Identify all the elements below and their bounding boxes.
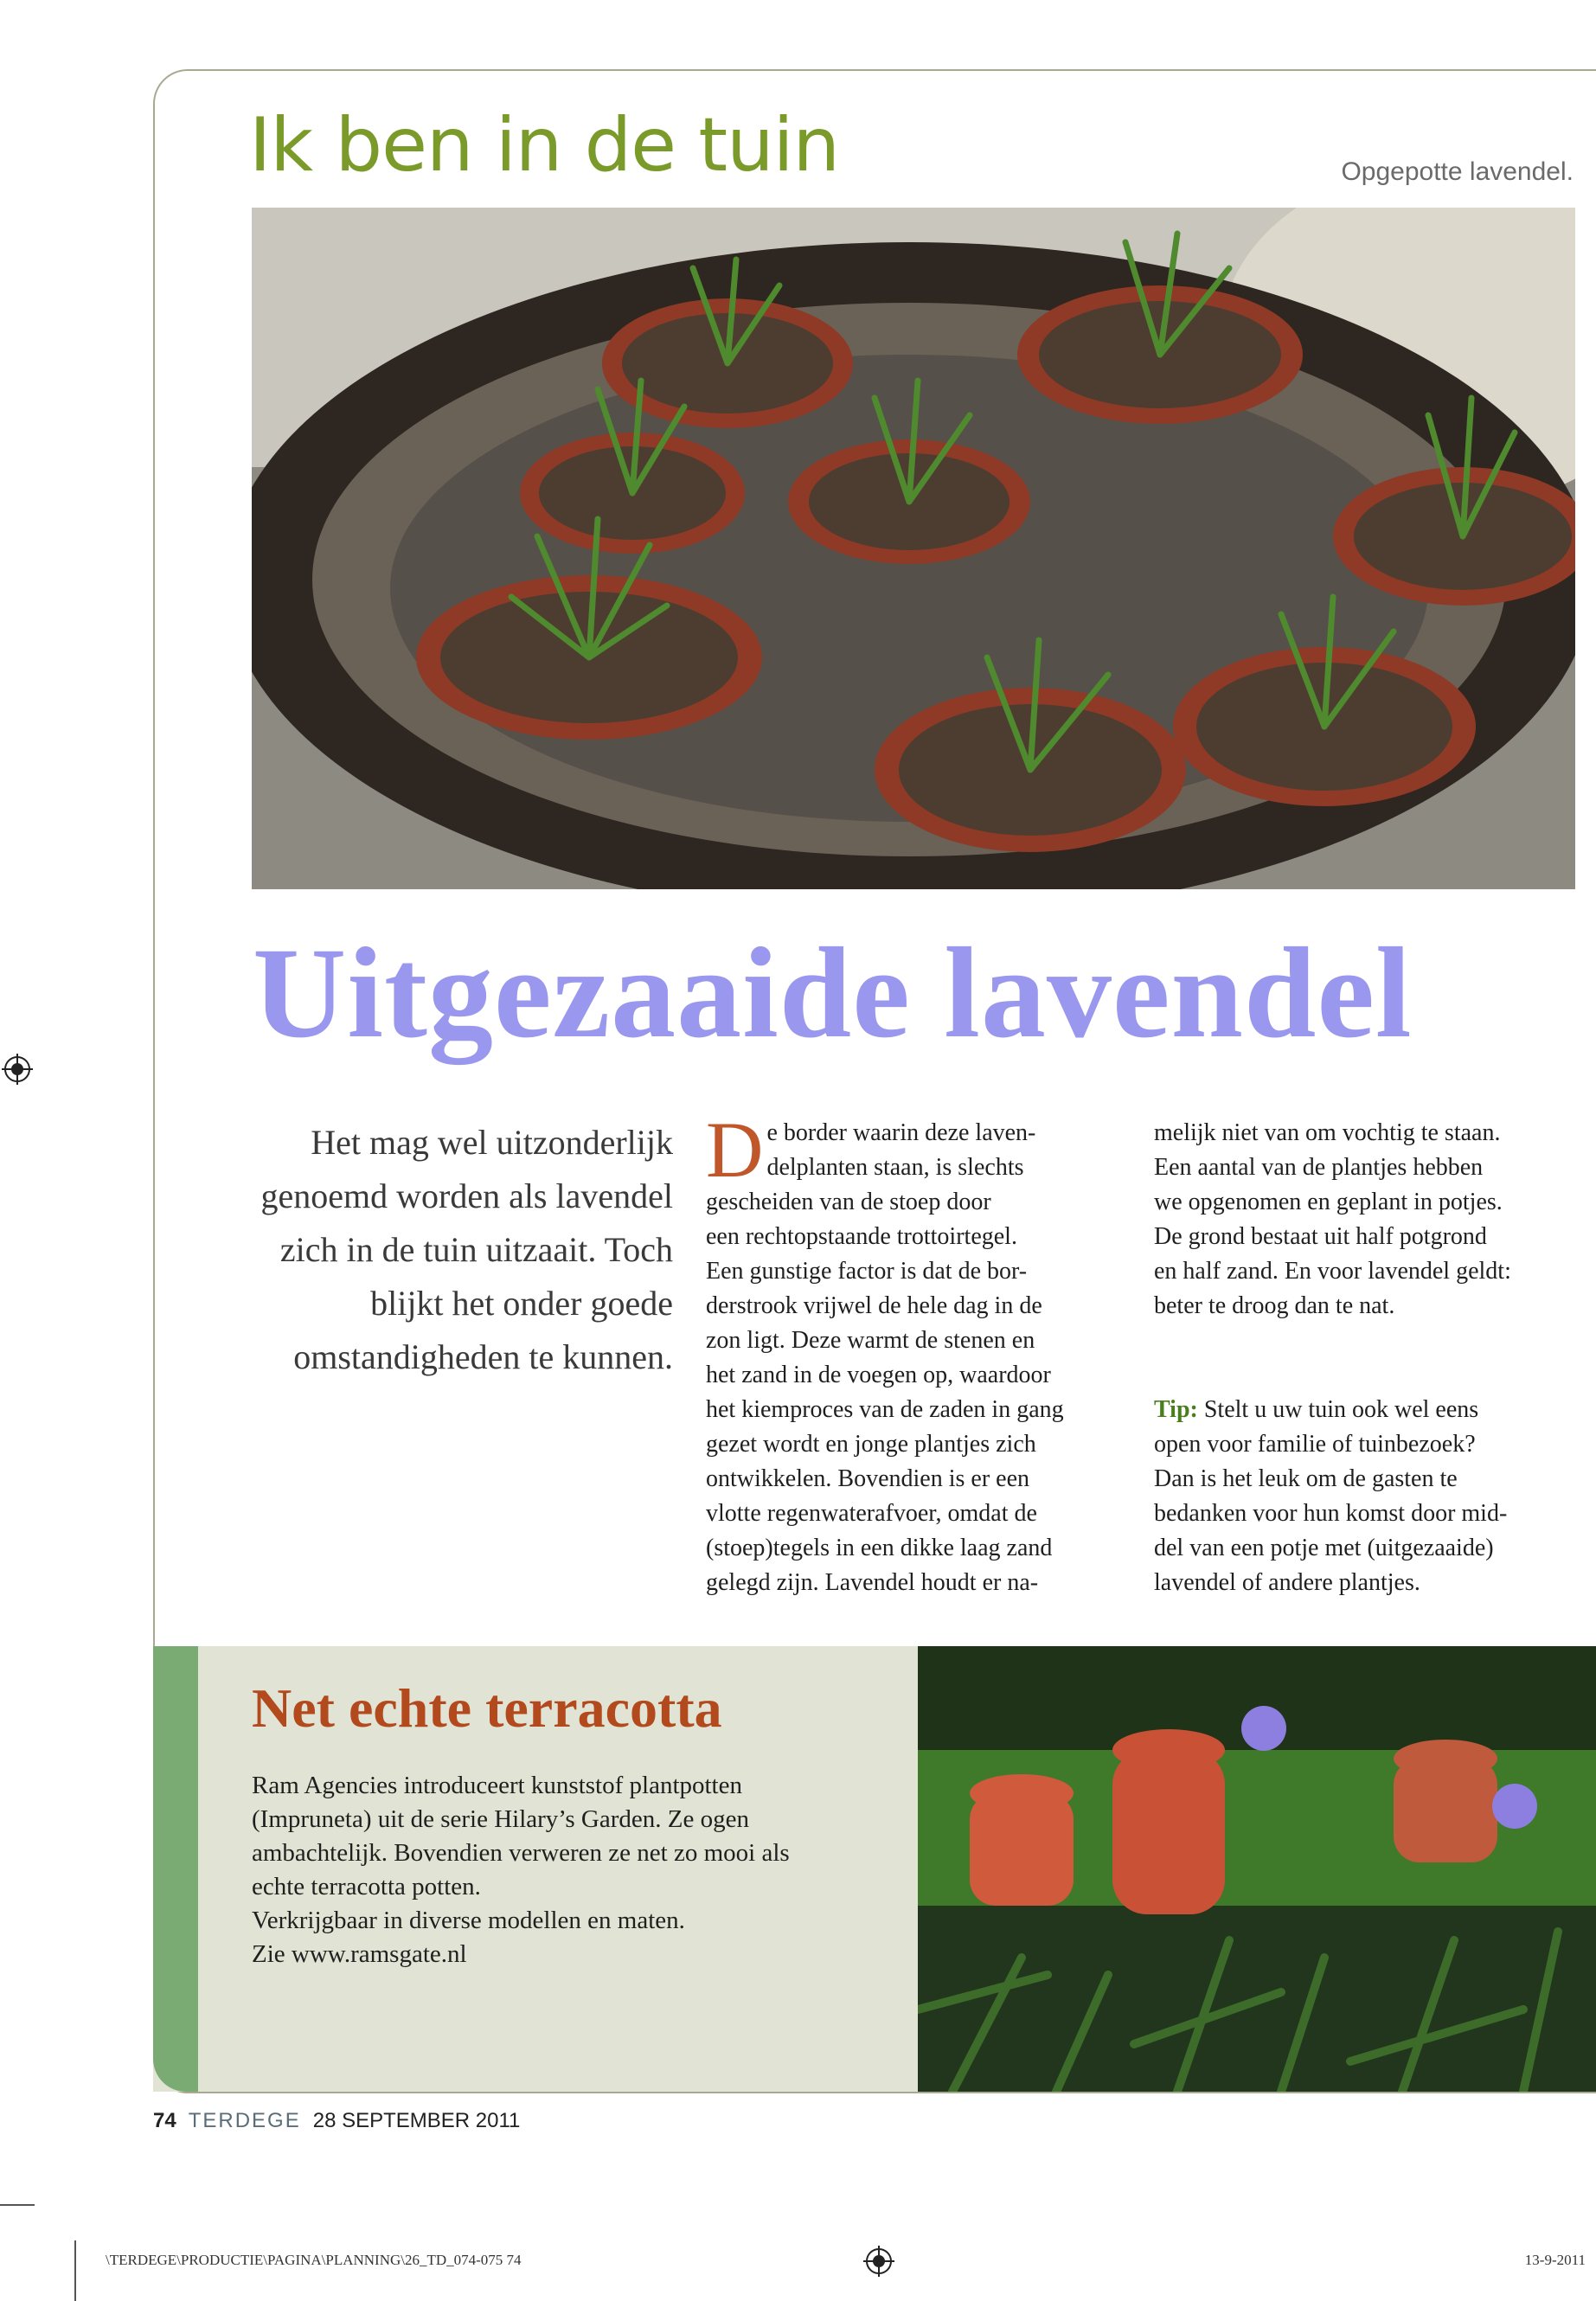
- drop-cap: D: [706, 1106, 764, 1194]
- tip-line: del van een potje met (uitgezaaide): [1154, 1535, 1494, 1561]
- body-line: ontwikkelen. Bovendien is er een: [706, 1465, 1030, 1492]
- folio: [153, 2109, 520, 2133]
- tip-line: open voor familie of tuinbezoek?: [1154, 1431, 1476, 1458]
- print-slug: \TERDEGE\PRODUCTIE\PAGINA\PLANNING\26_TD_074-075 74: [106, 2252, 522, 2268]
- body-line: gelegd zijn. Lavendel houdt er na-: [706, 1569, 1039, 1596]
- tip-line: bedanken voor hun komst door mid-: [1154, 1500, 1508, 1527]
- crop-mark: [0, 2204, 35, 2206]
- sidebar-line: Zie www.ramsgate.nl: [252, 1940, 467, 1968]
- tip-line: lavendel of andere plantjes.: [1154, 1569, 1420, 1596]
- body-line: De grond bestaat uit half potgrond: [1154, 1223, 1487, 1250]
- body-line: Een gunstige factor is dat de bor-: [706, 1258, 1028, 1285]
- body-line: een rechtopstaande trottoirtegel.: [706, 1223, 1017, 1250]
- body-column-2: [1154, 1116, 1576, 1600]
- body-line: gescheiden van de stoep door: [706, 1189, 991, 1215]
- sidebar-text: [252, 1769, 892, 1971]
- sidebar-line: echte terracotta potten.: [252, 1873, 481, 1900]
- body-line: beter te droog dan te nat.: [1154, 1292, 1395, 1319]
- sidebar-accent-bar: [153, 1646, 198, 2092]
- magazine-name: TERDEGE: [188, 2109, 301, 2132]
- body-line: vlotte regenwaterafvoer, omdat de: [706, 1500, 1037, 1527]
- body-column-1: [706, 1106, 1128, 1600]
- sidebar-line: Verkrijgbaar in diverse modellen en maten.: [252, 1907, 685, 1934]
- registration-mark-icon: [2, 1054, 33, 1085]
- body-line: melijk niet van om vochtig te staan.: [1154, 1119, 1501, 1146]
- section-title: Ik ben in de tuin: [249, 102, 840, 189]
- sidebar-line: (Impruneta) uit de serie Hilary’s Garden. Ze ogen: [252, 1805, 749, 1833]
- print-date: 13-9-2011: [1524, 2252, 1586, 2268]
- body-line: zon ligt. Deze warmt de stenen en: [706, 1327, 1035, 1354]
- body-line: we opgenomen en geplant in potjes.: [1154, 1189, 1503, 1215]
- tip-label: Tip:: [1154, 1396, 1198, 1423]
- tip-line: [1154, 1393, 1576, 1427]
- sidebar-title: Net echte terracotta: [252, 1677, 722, 1739]
- page-number: 74: [153, 2109, 176, 2132]
- issue-date: 28 SEPTEMBER 2011: [312, 2109, 521, 2132]
- crop-mark: [74, 2240, 76, 2301]
- potted-lavender-photo: [252, 208, 1575, 889]
- tip-line: Dan is het leuk om de gasten te: [1154, 1465, 1458, 1492]
- body-line: en half zand. En voor lavendel geldt:: [1154, 1258, 1511, 1285]
- body-line: (stoep)tegels in een dikke laag zand: [706, 1535, 1053, 1561]
- intro-text: Het mag wel uitzonderlijk genoemd worden als lavendel zich in de tuin uitzaait. Toch blijkt het onder goede omstandigheden te kunnen.: [260, 1123, 673, 1376]
- article-headline: Uitgezaaide lavendel: [253, 921, 1413, 1065]
- body-line: het zand in de voegen op, waardoor: [706, 1362, 1051, 1388]
- body-line: e border waarin deze laven-: [766, 1119, 1036, 1146]
- tip-text: Stelt u uw tuin ook wel eens: [1197, 1396, 1479, 1423]
- photo-caption: Opgepotte lavendel.: [1341, 157, 1574, 186]
- terracotta-pots-photo: [918, 1646, 1596, 2092]
- registration-mark-icon: [863, 2246, 894, 2277]
- sidebar-line: ambachtelijk. Bovendien verweren ze net zo mooi als: [252, 1839, 790, 1867]
- body-line: derstrook vrijwel de hele dag in de: [706, 1292, 1042, 1319]
- body-line: delplanten staan, is slechts: [766, 1154, 1024, 1181]
- body-line: het kiemproces van de zaden in gang: [706, 1396, 1064, 1423]
- body-line: gezet wordt en jonge plantjes zich: [706, 1431, 1036, 1458]
- body-line: Een aantal van de plantjes hebben: [1154, 1154, 1484, 1181]
- sidebar-line: Ram Agencies introduceert kunststof plantpotten: [252, 1772, 742, 1799]
